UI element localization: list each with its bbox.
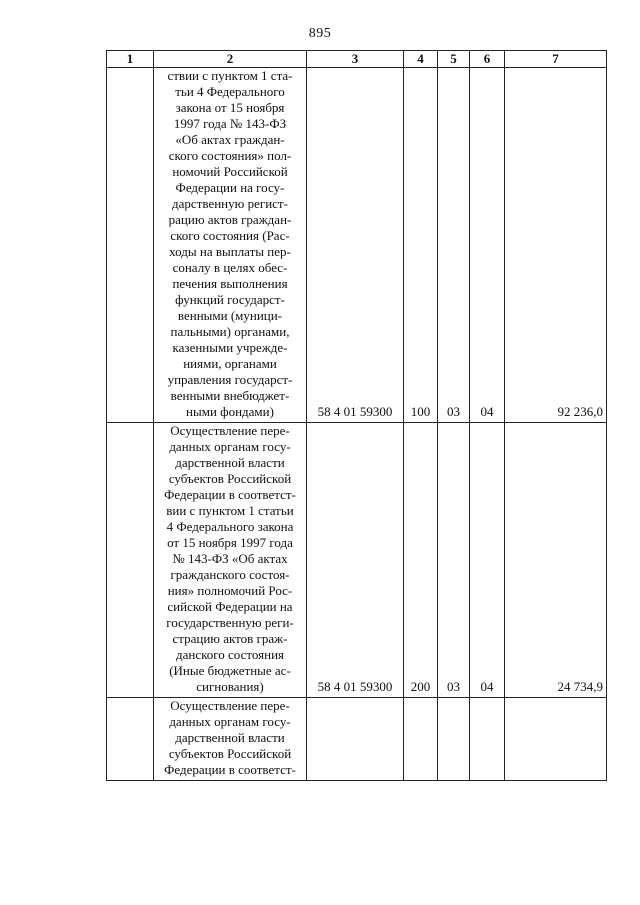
table-row (107, 68, 607, 423)
column-header-1: 1 (107, 51, 154, 68)
target-code-cell: 58 4 01 59300 (307, 423, 404, 698)
column-header-6: 6 (470, 51, 505, 68)
header-row (107, 51, 607, 68)
row-index-cell (107, 68, 154, 423)
column-header-2: 2 (154, 51, 307, 68)
page-number: 895 (308, 26, 332, 41)
amount-cell: 92 236,0 (505, 68, 607, 423)
target-code-cell (307, 698, 404, 781)
expense-type-cell (404, 698, 438, 781)
section-cell (438, 698, 470, 781)
amount-cell: 24 734,9 (505, 423, 607, 698)
column-header-7: 7 (505, 51, 607, 68)
column-header-4: 4 (404, 51, 438, 68)
expense-name-cell: Осуществление пере- данных органам госу- дарственной власти субъектов Российской Федерации в соответст- (154, 698, 307, 781)
subsection-cell: 04 (470, 423, 505, 698)
column-header-3: 3 (307, 51, 404, 68)
row-index-cell (107, 698, 154, 781)
table-row (107, 423, 607, 698)
expense-name-cell: ствии с пунктом 1 ста- тьи 4 Федерального закона от 15 ноября 1997 года № 143-ФЗ «Об актах граждан- ского состояния» пол- номочий Российской Федерации на госу- дарственную регист- рацию актов граждан- ского состояния (Рас- ходы на выплаты пер- соналу в целях обес- печения выполнения функций государст- венными (муници- пальными) органами, казенными учрежде- ниями, органами управления государст- венными внебюджет- ными фондами) (154, 68, 307, 423)
table-row (107, 698, 607, 781)
section-cell: 03 (438, 68, 470, 423)
target-code-cell: 58 4 01 59300 (307, 68, 404, 423)
section-cell: 03 (438, 423, 470, 698)
expense-name-cell: Осуществление пере- данных органам госу- дарственной власти субъектов Российской Федерации в соответст- вии с пунктом 1 статьи 4 Федерального закона от 15 ноября 1997 года № 143-ФЗ «Об актах гражданского состоя- ния» полномочий Рос- сийской Федерации на государственную реги- страцию актов граж- данского состояния (Иные бюджетные ас- сигнования) (154, 423, 307, 698)
budget-table (106, 50, 607, 781)
expense-type-cell: 200 (404, 423, 438, 698)
subsection-cell: 04 (470, 68, 505, 423)
expense-type-cell: 100 (404, 68, 438, 423)
column-header-5: 5 (438, 51, 470, 68)
row-index-cell (107, 423, 154, 698)
subsection-cell (470, 698, 505, 781)
amount-cell (505, 698, 607, 781)
